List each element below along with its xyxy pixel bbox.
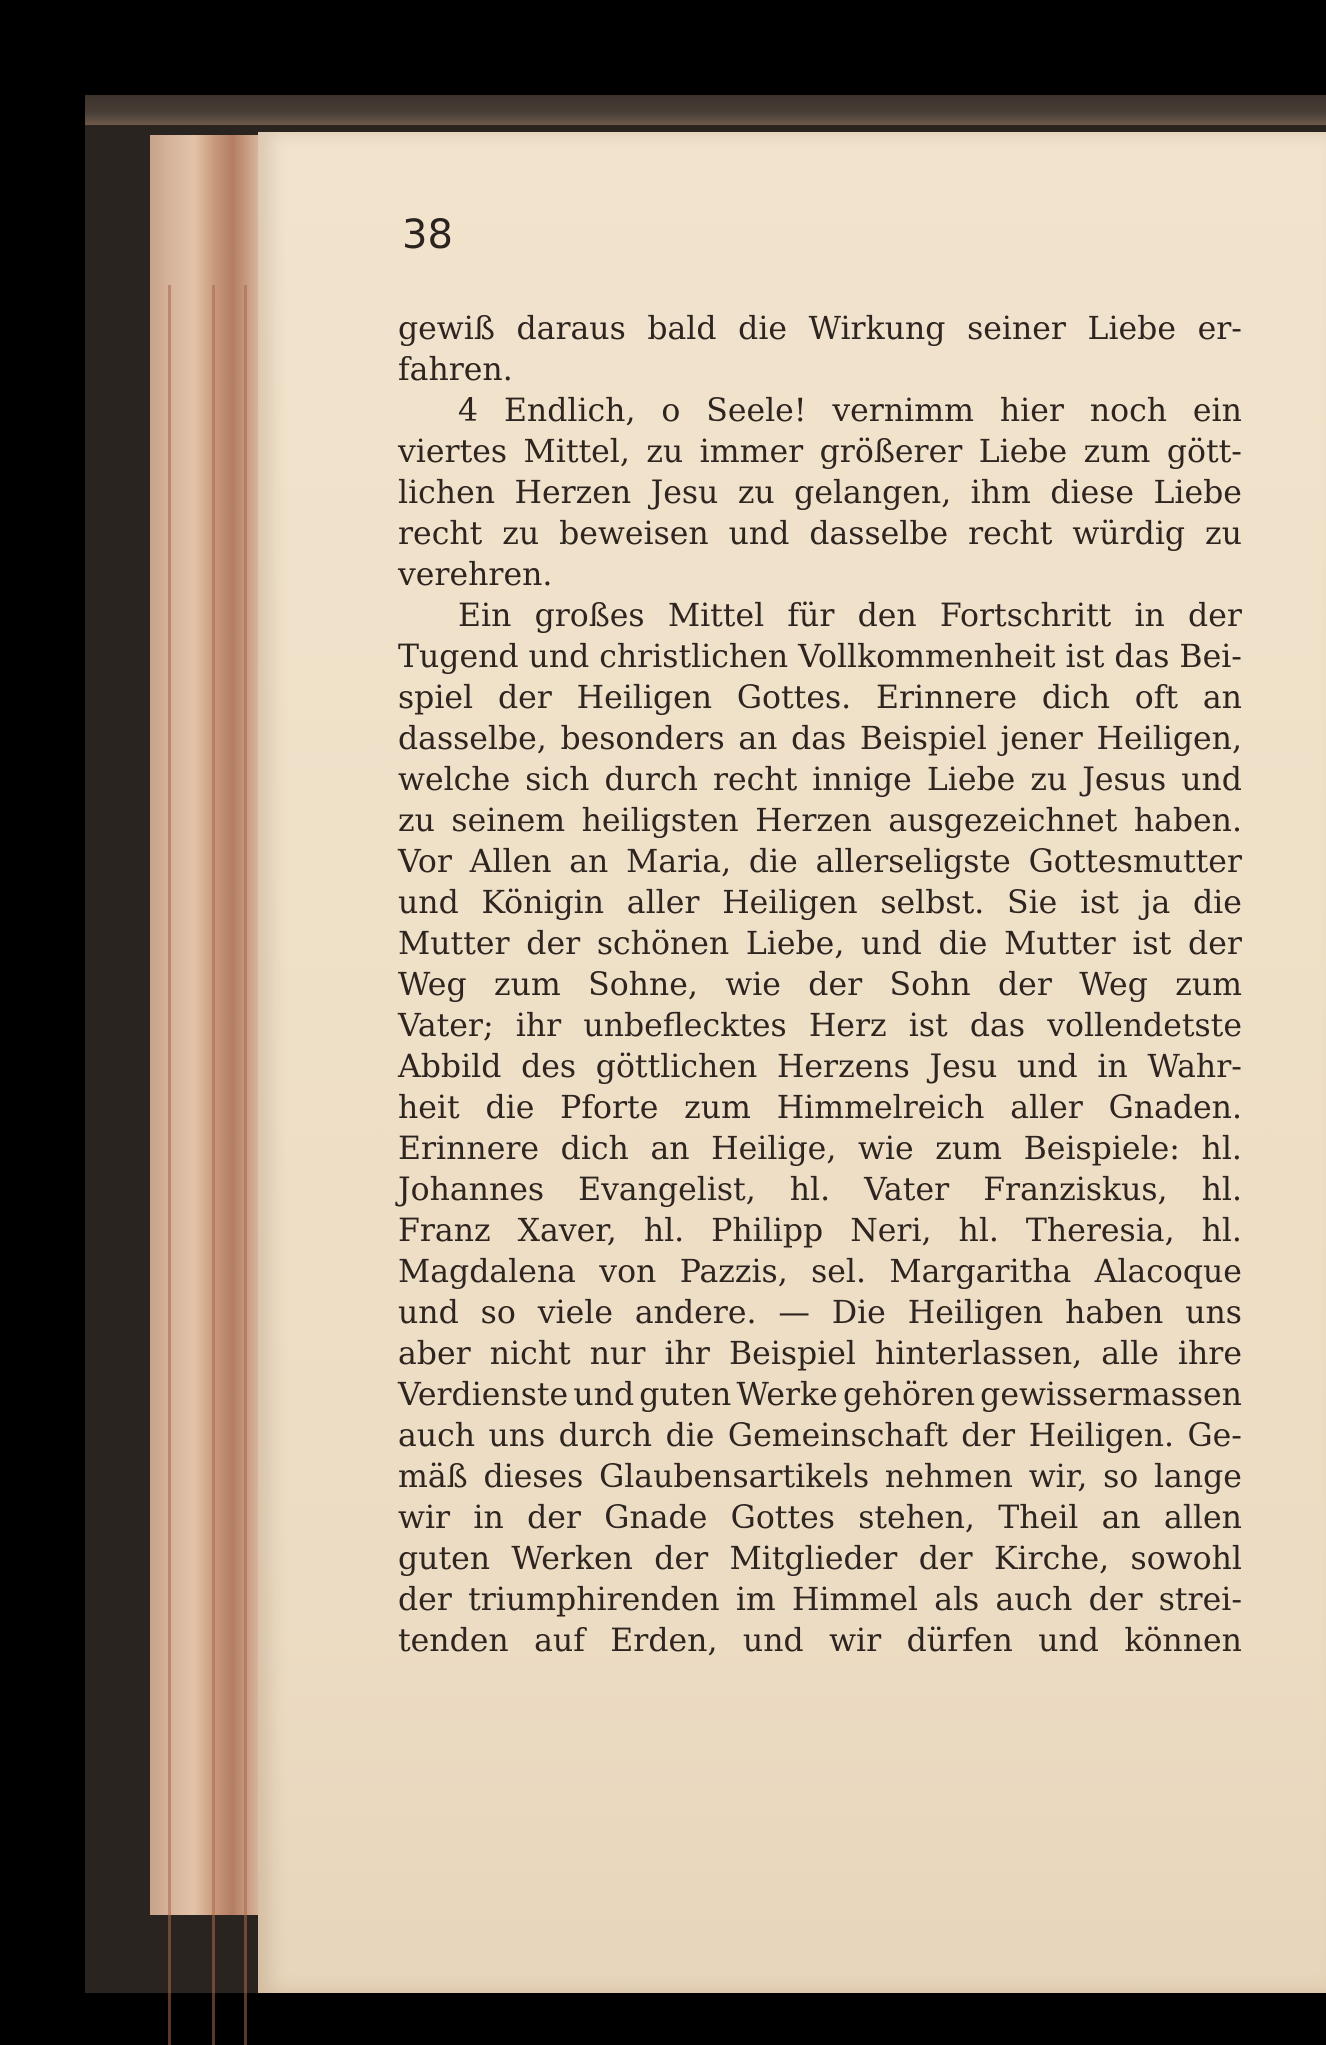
word: Werke (736, 1377, 838, 1413)
word: hier (999, 393, 1064, 429)
word: Allen (469, 844, 552, 880)
word: und (528, 639, 590, 675)
word: beweisen (559, 516, 709, 552)
word: Vater; (398, 1008, 494, 1044)
page-number: 38 (402, 212, 453, 258)
word: Tugend (398, 639, 519, 675)
word: der (808, 967, 863, 1003)
text-line (398, 1334, 1242, 1375)
word: auf (534, 1623, 585, 1659)
word: dich (1041, 680, 1110, 716)
word: Weg (398, 967, 467, 1003)
word: Erinnere (875, 680, 1017, 716)
word: die (738, 311, 788, 347)
text-line-content: fahren. (398, 352, 513, 388)
word: und (742, 1623, 804, 1659)
word: Mutter (398, 926, 510, 962)
word: Liebe (926, 762, 1016, 798)
word: so (480, 1295, 516, 1331)
word: Beispiel (728, 1336, 856, 1372)
word: der (961, 1418, 1016, 1454)
word: tenden (398, 1623, 509, 1659)
word: so (1103, 1459, 1139, 1495)
word: der (398, 1582, 452, 1618)
word: im (735, 1582, 776, 1618)
word: der (1188, 598, 1242, 634)
word: die (485, 1090, 535, 1126)
word: Sohn (889, 967, 971, 1003)
word: Verdienste (398, 1377, 569, 1413)
word: hl. (1201, 1172, 1242, 1208)
word: hl. (643, 1213, 685, 1249)
word: mäß (398, 1459, 468, 1495)
word: ihm (970, 475, 1031, 511)
word: lichen (398, 475, 496, 511)
word: zu (1205, 516, 1242, 552)
text-line (398, 1252, 1242, 1293)
word: Maria, (626, 844, 732, 880)
word: Johannes (398, 1172, 545, 1208)
word: andere. (634, 1295, 757, 1331)
text-line (398, 637, 1242, 678)
word: Evangelist, (578, 1172, 756, 1208)
word: durch (558, 1418, 653, 1454)
word: sich (525, 762, 590, 798)
word: ist (1132, 926, 1172, 962)
word: die (748, 844, 798, 880)
text-line (398, 1580, 1242, 1621)
page-stack-line (244, 285, 247, 2045)
word: ein (1192, 393, 1242, 429)
word: ist (1065, 639, 1105, 675)
word: Franziskus, (983, 1172, 1168, 1208)
text-line (398, 1006, 1242, 1047)
word: jener (1000, 721, 1083, 757)
word: nehmen (884, 1459, 1013, 1495)
word: alle (1101, 1336, 1159, 1372)
word: Mittel (667, 598, 765, 634)
word: Liebe (978, 434, 1068, 470)
word: stehen, (858, 1500, 975, 1536)
word: o (661, 393, 681, 429)
word: ihr (515, 1008, 562, 1044)
word: großes (534, 598, 645, 634)
word: das (1114, 639, 1170, 675)
word: nur (589, 1336, 646, 1372)
text-line (398, 965, 1242, 1006)
word: wir (398, 1500, 451, 1536)
word: hl. (1201, 1213, 1242, 1249)
word: guten (398, 1541, 491, 1577)
word: göttlichen (595, 1049, 758, 1085)
word: schönen (596, 926, 730, 962)
word: gelangen, (794, 475, 952, 511)
word: Wirkung (808, 311, 946, 347)
word: uns (488, 1418, 546, 1454)
word: allerseligste (815, 844, 1011, 880)
word: aber (398, 1336, 471, 1372)
word: zum (684, 1090, 751, 1126)
word: Ge- (1187, 1418, 1242, 1454)
word: Pazzis, (679, 1254, 788, 1290)
word: zum (1175, 967, 1242, 1003)
text-line (398, 760, 1242, 801)
word: Mittel, (523, 434, 630, 470)
word: Liebe (1087, 311, 1176, 347)
word: Himmelreich (776, 1090, 985, 1126)
word: heit (398, 1090, 460, 1126)
word: Werken (511, 1541, 633, 1577)
word: wir, (1028, 1459, 1088, 1495)
word: Jesu (650, 475, 719, 511)
text-line (398, 1170, 1242, 1211)
word: können (1124, 1623, 1242, 1659)
word: daraus (516, 311, 626, 347)
word: den (857, 598, 917, 634)
word: Heiligen (907, 1295, 1044, 1331)
word: besonders (560, 721, 725, 757)
word: Neri, (850, 1213, 932, 1249)
word: strei- (1158, 1582, 1242, 1618)
word: würdig (1072, 516, 1186, 552)
word: aller (1010, 1090, 1083, 1126)
word: Mitglieder (729, 1541, 898, 1577)
word: hl. (958, 1213, 999, 1249)
word: Jesus (1082, 762, 1167, 798)
word: Pforte (560, 1090, 659, 1126)
page-body-text (398, 309, 1242, 1662)
word: Erden, (610, 1623, 718, 1659)
text-line (398, 391, 1242, 432)
word: Gottes. (736, 680, 852, 716)
book-cover-top-edge (85, 95, 1326, 125)
word: Philipp (711, 1213, 824, 1249)
text-line (398, 350, 1242, 391)
text-line (398, 1539, 1242, 1580)
word: und (398, 1295, 459, 1331)
word: — (778, 1295, 810, 1331)
text-line (398, 1498, 1242, 1539)
word: vollendetste (1047, 1008, 1242, 1044)
word: Fortschritt (939, 598, 1112, 634)
word: Wahr- (1147, 1049, 1242, 1085)
word: unbeflecktes (583, 1008, 787, 1044)
word: der (527, 1500, 581, 1536)
word: hinterlassen, (875, 1336, 1083, 1372)
word: Magdalena (398, 1254, 576, 1290)
word: Gottesmutter (1028, 844, 1242, 880)
word: triumphirenden (468, 1582, 720, 1618)
word: Mutter (1004, 926, 1116, 962)
text-line (398, 842, 1242, 883)
word: Heiligen (722, 885, 858, 921)
word: haben. (1133, 803, 1242, 839)
word: Herzen (514, 475, 632, 511)
text-line (398, 1211, 1242, 1252)
word: der (998, 967, 1052, 1003)
word: in (1097, 1049, 1128, 1085)
word: dasselbe (809, 516, 949, 552)
page-stack-line (212, 285, 215, 2045)
word: Beispiel (859, 721, 987, 757)
word: selbst. (880, 885, 985, 921)
word: ist (908, 1008, 948, 1044)
word: Herzen (755, 803, 872, 839)
word: Gnade (604, 1500, 708, 1536)
word: wie (725, 967, 781, 1003)
word: Kirche, (993, 1541, 1110, 1577)
word: Theresia, (1025, 1213, 1175, 1249)
word: die (665, 1418, 715, 1454)
word: zu (502, 516, 540, 552)
word: Himmel (792, 1582, 918, 1618)
word: sel. (811, 1254, 866, 1290)
word: dürfen (906, 1623, 1013, 1659)
word: ihr (664, 1336, 710, 1372)
word: recht (712, 762, 798, 798)
word: zu (1030, 762, 1068, 798)
word: Liebe (1153, 475, 1242, 511)
word: die (938, 926, 988, 962)
word: er- (1197, 311, 1242, 347)
word: für (787, 598, 835, 634)
word: Abbild (398, 1049, 502, 1085)
text-line (398, 719, 1242, 760)
word: zu (398, 803, 435, 839)
word: vernimm (832, 393, 974, 429)
word: hl. (1201, 1131, 1242, 1167)
word: des (521, 1049, 577, 1085)
word: an (1101, 1500, 1141, 1536)
word: Die (831, 1295, 886, 1331)
word: an (650, 1131, 690, 1167)
word: Vater (864, 1172, 950, 1208)
word: in (1134, 598, 1165, 634)
word: und (573, 1377, 635, 1413)
text-line (398, 678, 1242, 719)
word: dasselbe, (398, 721, 547, 757)
word: und (1016, 1049, 1078, 1085)
word: gött- (1166, 434, 1242, 470)
word: 4 (458, 393, 479, 429)
word: ja (1141, 885, 1171, 921)
word: Erinnere (398, 1131, 540, 1167)
text-line (398, 555, 1242, 596)
word: an (569, 844, 609, 880)
word: Seele! (706, 393, 807, 429)
word: Margaritha (889, 1254, 1072, 1290)
word: und (1181, 762, 1242, 798)
text-line (398, 1293, 1242, 1334)
word: bald (647, 311, 717, 347)
word: gewiß (398, 311, 495, 347)
word: Endlich, (503, 393, 636, 429)
text-line (398, 1375, 1242, 1416)
word: aller (626, 885, 700, 921)
word: Jesu (929, 1049, 998, 1085)
word: christlichen (599, 639, 789, 675)
word: auch (995, 1582, 1073, 1618)
text-line (398, 514, 1242, 555)
word: viele (537, 1295, 613, 1331)
word: Herzens (776, 1049, 910, 1085)
word: hl. (789, 1172, 831, 1208)
word: Sohne, (588, 967, 698, 1003)
word: dieses (483, 1459, 584, 1495)
word: ausgezeichnet (888, 803, 1118, 839)
word: Vor (398, 844, 452, 880)
word: nicht (489, 1336, 571, 1372)
text-line (398, 596, 1242, 637)
word: Liebe, (745, 926, 845, 962)
text-line (398, 883, 1242, 924)
word: zum (935, 1131, 1003, 1167)
word: der (1188, 926, 1242, 962)
word: zu (737, 475, 775, 511)
word: oft (1134, 680, 1179, 716)
page-stack-line (168, 285, 171, 2045)
text-line (398, 432, 1242, 473)
word: recht (968, 516, 1053, 552)
text-line (398, 1621, 1242, 1662)
word: und (398, 885, 459, 921)
word: ist (1080, 885, 1119, 921)
word: Heilige, (711, 1131, 837, 1167)
word: größerer (819, 434, 963, 470)
word: diese (1050, 475, 1135, 511)
word: Xaver, (517, 1213, 617, 1249)
word: an (738, 721, 778, 757)
text-line (398, 801, 1242, 842)
word: seinem (451, 803, 566, 839)
word: seiner (967, 311, 1066, 347)
text-line (398, 1457, 1242, 1498)
word: gewissermassen (980, 1377, 1242, 1413)
text-line (398, 1129, 1242, 1170)
word: der (526, 926, 581, 962)
text-line (398, 1088, 1242, 1129)
word: Theil (998, 1500, 1079, 1536)
word: lange (1153, 1459, 1242, 1495)
word: wie (857, 1131, 914, 1167)
word: und (1038, 1623, 1099, 1659)
word: heiligsten (581, 803, 739, 839)
word: und (728, 516, 790, 552)
word: immer (699, 434, 804, 470)
text-line (398, 473, 1242, 514)
word: dich (560, 1131, 629, 1167)
word: recht (398, 516, 483, 552)
word: wir (829, 1623, 882, 1659)
word: Gnaden. (1108, 1090, 1242, 1126)
word: der (497, 680, 552, 716)
text-line (398, 924, 1242, 965)
word: Alacoque (1094, 1254, 1242, 1290)
word: noch (1089, 393, 1168, 429)
word: als (934, 1582, 980, 1618)
word: ihre (1177, 1336, 1242, 1372)
word: der (1088, 1582, 1143, 1618)
word: Vollkommenheit (798, 639, 1056, 675)
word: Heiligen. (1028, 1418, 1175, 1454)
word: das (969, 1008, 1025, 1044)
word: zum (1083, 434, 1151, 470)
word: die (1193, 885, 1242, 921)
word: von (599, 1254, 657, 1290)
word: Beispiele: (1023, 1131, 1180, 1167)
word: Heiligen (576, 680, 713, 716)
word: Gemeinschaft (727, 1418, 948, 1454)
word: zu (646, 434, 684, 470)
word: an (1202, 680, 1242, 716)
word: viertes (398, 434, 508, 470)
word: Herz (808, 1008, 887, 1044)
word: Franz (398, 1213, 491, 1249)
word: Sie (1007, 885, 1058, 921)
word: der (654, 1541, 709, 1577)
word: das (791, 721, 847, 757)
word: der (918, 1541, 973, 1577)
word: gehören (842, 1377, 975, 1413)
word: Königin (481, 885, 605, 921)
word: Gottes (730, 1500, 835, 1536)
word: welche (398, 762, 511, 798)
text-line-content: verehren. (398, 557, 553, 593)
word: innige (812, 762, 912, 798)
word: Heiligen, (1096, 721, 1242, 757)
word: guten (639, 1377, 732, 1413)
text-line (398, 1047, 1242, 1088)
text-line (398, 1416, 1242, 1457)
word: zum (493, 967, 561, 1003)
page-stack-edge (150, 135, 260, 1915)
word: Glaubensartikels (599, 1459, 870, 1495)
text-line (398, 309, 1242, 350)
word: Ein (458, 598, 512, 634)
word: haben (1065, 1295, 1164, 1331)
word: sowohl (1130, 1541, 1242, 1577)
word: und (861, 926, 922, 962)
word: allen (1164, 1500, 1242, 1536)
word: auch (398, 1418, 475, 1454)
word: spiel (398, 680, 474, 716)
word: in (473, 1500, 504, 1536)
word: durch (604, 762, 698, 798)
word: uns (1185, 1295, 1242, 1331)
word: Bei- (1179, 639, 1242, 675)
word: Weg (1079, 967, 1148, 1003)
